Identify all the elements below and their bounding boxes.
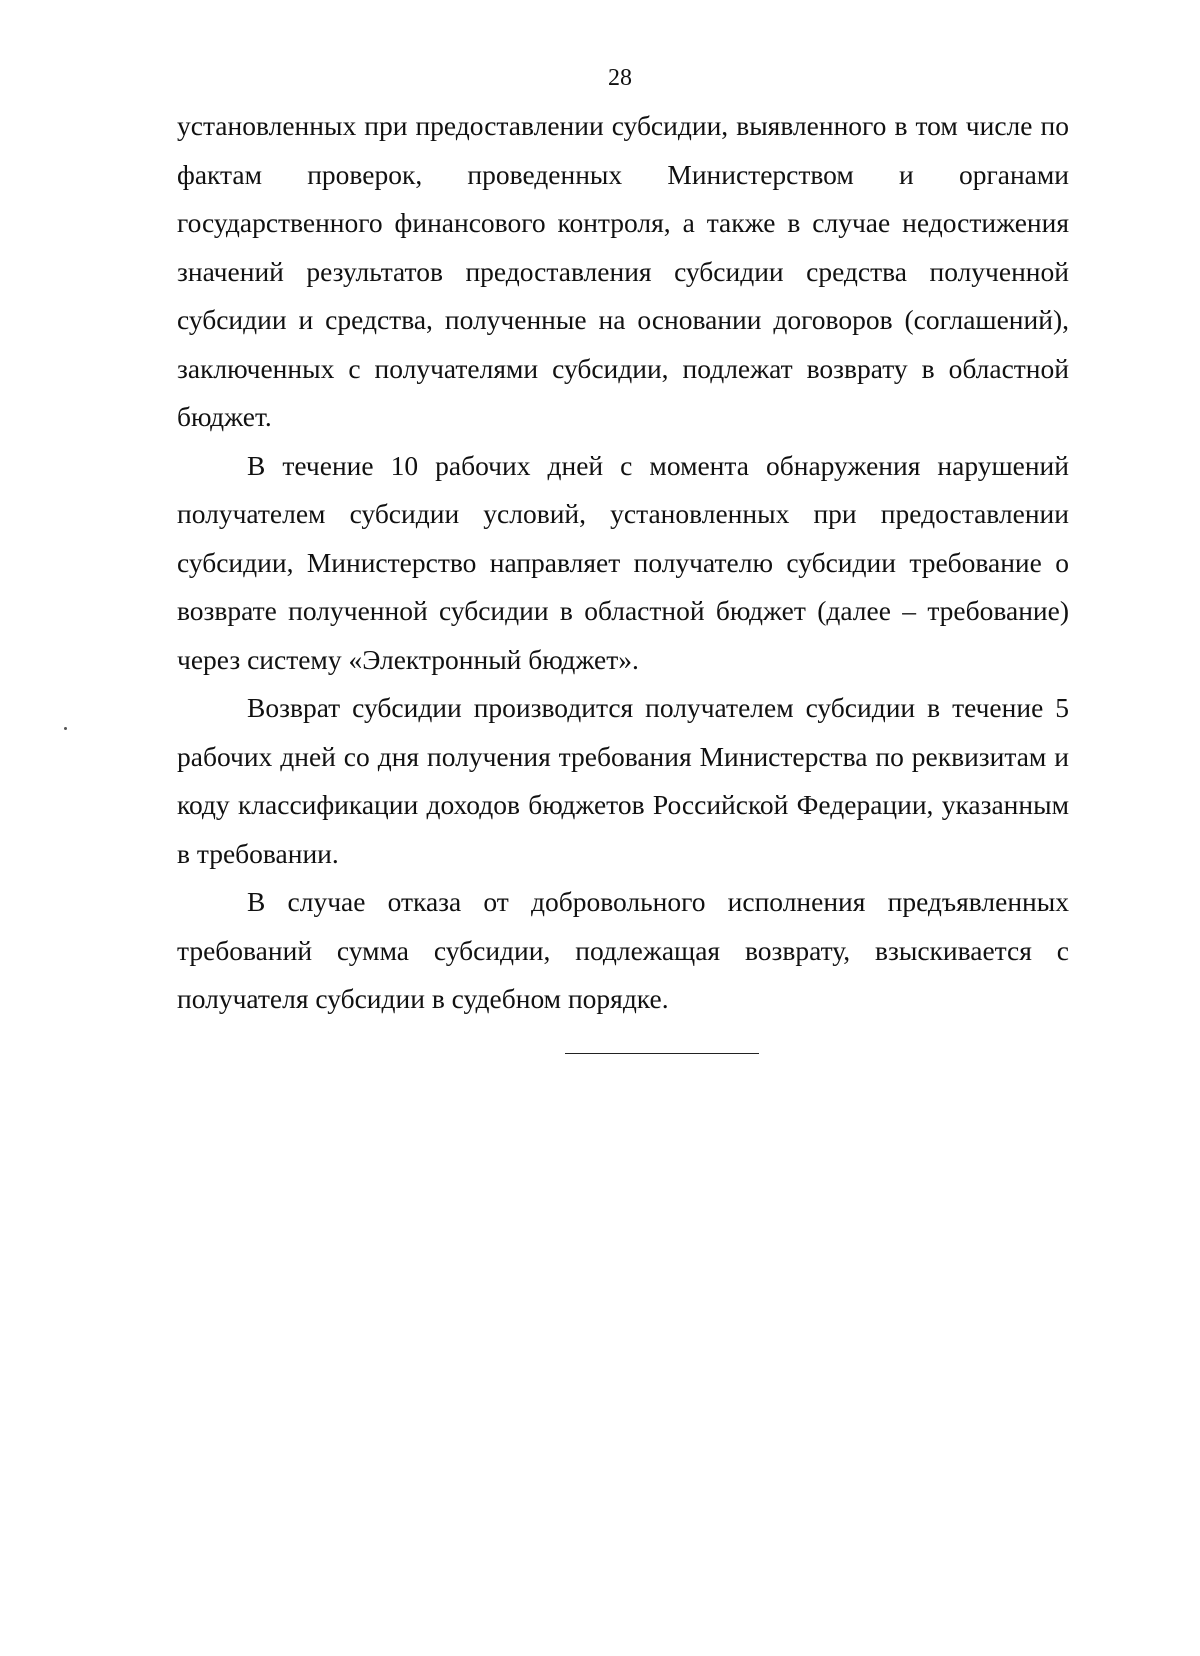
- scan-speck: [64, 727, 67, 730]
- paragraph-return-term: Возврат субсидии производится получателем субсидии в течение 5 рабочих дней со дня получения требования Министерства по реквизитам и коду классификации доходов бюджетов Российской Федерации, указанным в требовании.: [177, 692, 1069, 869]
- page-number: 28: [608, 65, 632, 91]
- end-of-document-rule: [565, 1053, 759, 1054]
- paragraph-court-recovery: В случае отказа от добровольного исполнения предъявленных требований сумма субсидии, подлежащая возврату, взыскивается с получателя субсидии в судебном порядке.: [177, 886, 1069, 1014]
- paragraph-return-demand: В течение 10 рабочих дней с момента обнаружения нарушений получателем субсидии условий, установленных при предоставлении субсидии, Министерство направляет получателю субсидии требование о возврате полученной субсидии в областной бюджет (далее – требование) через систему «Электронный бюджет».: [177, 449, 1069, 675]
- document-body: [177, 102, 1069, 1024]
- paragraph-continuation: установленных при предоставлении субсидии, выявленного в том числе по фактам проверок, проведенных Министерством и органами государственного финансового контроля, а также в случае недостижения значений результатов предоставления субсидии средства полученной субсидии и средства, полученные на основании договоров (соглашений), заключенных с получателями субсидии, подлежат возврату в областной бюджет.: [177, 110, 1069, 432]
